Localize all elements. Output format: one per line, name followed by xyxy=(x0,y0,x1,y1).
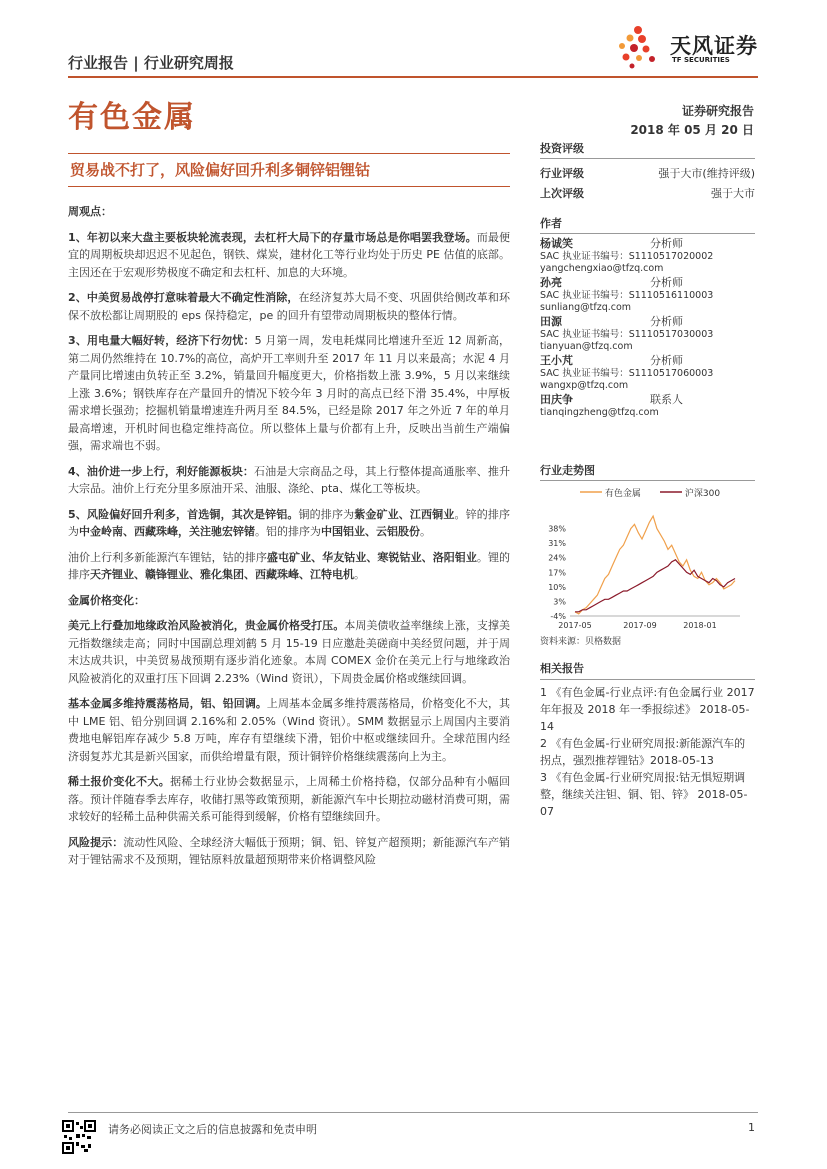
author-email[interactable]: wangxp@tfzq.com xyxy=(540,380,629,391)
logo-name-en: TF SECURITIES xyxy=(672,56,730,64)
section-heading: 金属价格变化： xyxy=(68,593,145,607)
footer-divider xyxy=(68,1112,758,1113)
paragraph-4: 4、油价进一步上行，利好能源板块：石油是大宗商品之母，其上行整体提高通胀率、推升大宗品。油价上行充分里多原油开采、油服、涤纶、pta、煤化工等板块。 xyxy=(68,464,510,495)
company-logo xyxy=(612,24,762,70)
y-tick-label: -4% xyxy=(550,612,566,621)
paragraph-6: 油价上行利多新能源汽车锂钴，钴的排序盛屯矿业、华友钴业、寒锐钴业、洛阳钼业。锂的排序天齐锂业、赣锋锂业、雅化集团、西藏珠峰、江特电机。 xyxy=(68,550,511,581)
x-tick-label: 2018-01 xyxy=(683,621,717,630)
paragraph-2: 2、中美贸易战停打意味着最大不确定性消除，在经济复苏大局不变、巩固供给侧改革和环保不放松都让周期股的 eps 保持稳定，pe 的回升有望带动周期板块的整体行情。 xyxy=(68,291,510,322)
legend-item: 沪深300 xyxy=(660,486,720,499)
related-heading: 相关报告 xyxy=(540,660,755,680)
disclaimer: 请务必阅读正文之后的信息披露和免责申明 xyxy=(108,1123,317,1136)
risk-warning: 风险提示：流动性风险、全球经济大幅低于预期；铜、铝、锌复产超预期；新能源汽车产销对于锂钴需求不及预期，锂钴原料放量超预期带来价格调整风险 xyxy=(68,835,511,866)
y-tick-label: 31% xyxy=(548,539,566,549)
paragraph-8: 基本金属多维持震荡格局，铝、铅回调。上周基本金属多维持震荡格局，价格变化不大，其中 LME 铝、铅分别回调 2.16%和 2.05%（Wind 资讯）。SMM 数据显示上周国内主要消费地电解铝库存减少 5.8 万吨，库存有望继续下滑，铝价中枢或继续回升。全球范围内经济弱复苏尤其是新兴国家，而供给增量有限，预计铜锌价格继续震荡向上为主。 xyxy=(68,697,510,763)
y-tick-label: 38% xyxy=(548,524,566,534)
chart-source: 资料来源：贝格数据 xyxy=(540,637,622,647)
author-entry: 田庆争 联系人 tianqingzheng@tfzq.com xyxy=(540,394,755,419)
logo-name: 天风证券 xyxy=(670,34,758,58)
paragraph-7: 美元上行叠加地缘政治风险被消化，贵金属价格受打压。本周美债收益率继续上涨，支撑美元指数继续走高；同时中国副总理刘鹤 5 月 15-19 日应邀赴美磋商中美经贸问题，并于周末达成共识，中美贸易战预期有逐步消化迹象。本周 COMEX 金价在美元上行与地缘政治风险被消化的双重打压下回调 2.23%（Wind 资讯），下周贵金属价格或继续回调。 xyxy=(68,619,510,685)
author-entry: 杨诚笑 分析师 SAC 执业证书编号：S1110517020002 yangchengxiao@tfzq.com xyxy=(540,238,755,275)
chart-heading: 行业走势图 xyxy=(540,462,755,481)
sidebar xyxy=(540,140,755,419)
legend-swatch-icon xyxy=(580,488,602,496)
y-tick-label: 24% xyxy=(548,553,566,563)
section-heading: 周观点： xyxy=(68,205,112,218)
logo-dots-icon xyxy=(612,24,664,70)
series-line-hs300 xyxy=(575,560,735,612)
paragraph-9: 稀土报价变化不大。据稀土行业协会数据显示，上周稀土价格持稳，仅部分品种有小幅回落。预计伴随春季去库存，收储打黑等政策预期，新能源汽车中长期拉动磁材消费可期，需求较好的轻稀土品种供需关系可能得到缓解，价格有望继续回升。 xyxy=(68,775,511,823)
y-tick-label: 10% xyxy=(548,582,566,592)
author-email[interactable]: sunliang@tfzq.com xyxy=(540,302,632,313)
y-tick-label: 17% xyxy=(548,568,566,578)
paragraph-1: 1、年初以来大盘主要板块轮流表现，去杠杆大局下的存量市场总是你唱罢我登场。而最便宜的周期板块却迟迟不见起色，钢铁、煤炭，建材化工等行业均处于历史 PE 估值的底部。主因还在于宏观形势极度不确定和去杠杆、加息的大环境。 xyxy=(68,230,511,279)
related-report-link[interactable]: 1 《有色金属-行业点评:有色金属行业 2017 年年报及 2018 年一季报综述》 2018-05-14 xyxy=(540,686,755,733)
author-email[interactable]: tianqingzheng@tfzq.com xyxy=(540,407,659,418)
authors-heading: 作者 xyxy=(540,215,755,234)
author-entry: 王小芃 分析师 SAC 执业证书编号：S1110517060003 wangxp@tfzq.com xyxy=(540,355,755,392)
report-body xyxy=(68,203,510,877)
author-entry: 孙亮 分析师 SAC 执业证书编号：S1110516110003 sunliang@tfzq.com xyxy=(540,277,755,314)
report-type: 行业报告 | 行业研究周报 xyxy=(68,54,234,72)
rating-heading: 投资评级 xyxy=(540,140,755,159)
author-entry: 田源 分析师 SAC 执业证书编号：S1110517030003 tianyuan@tfzq.com xyxy=(540,316,755,353)
industry-chart xyxy=(540,462,755,657)
page-number: 1 xyxy=(748,1121,755,1134)
line-chart xyxy=(540,506,755,636)
rating-row: 行业评级 强于大市(维持评级) xyxy=(540,167,755,180)
related-report-link[interactable]: 2 《有色金属-行业研究周报:新能源汽车的拐点，强烈推荐锂钴》2018-05-13 xyxy=(540,737,746,767)
qr-code-icon xyxy=(62,1120,96,1154)
related-reports xyxy=(540,660,755,820)
report-label: 证券研究报告 xyxy=(681,104,754,118)
related-report-link[interactable]: 3 《有色金属-行业研究周报:钴无惧短期调整，继续关注钽、铜、铝、锌》 2018-05-07 xyxy=(540,771,748,818)
x-tick-label: 2017-05 xyxy=(558,621,592,630)
legend-item: 有色金属 xyxy=(580,486,641,499)
legend-swatch-icon xyxy=(660,488,682,496)
x-tick-label: 2017-09 xyxy=(623,621,657,630)
header-divider xyxy=(68,76,758,78)
author-email[interactable]: yangchengxiao@tfzq.com xyxy=(540,263,664,274)
series-line-nonferrous xyxy=(575,516,735,614)
prev-rating-row: 上次评级 强于大市 xyxy=(540,187,755,200)
report-title: 贸易战不打了，风险偏好回升利多铜锌铝锂钴 xyxy=(68,153,510,187)
y-tick-label: 3% xyxy=(553,597,566,607)
paragraph-5: 5、风险偏好回升利多，首选铜，其次是锌铝。铜的排序为紫金矿业、江西铜业。锌的排序为中金岭南、西藏珠峰，关注驰宏锌锗。铝的排序为中国铝业、云铝股份。 xyxy=(68,507,511,538)
report-date: 2018 年 05 月 20 日 xyxy=(630,123,754,137)
sector-title: 有色金属 xyxy=(68,100,196,135)
author-email[interactable]: tianyuan@tfzq.com xyxy=(540,341,633,352)
paragraph-3: 3、用电量大幅好转，经济下行勿忧：5 月第一周，发电耗煤同比增速升至近 12 周新高，第二周仍然维持在 10.7%的高位，高炉开工率则升至 2017 年 11 月以来最高；水泥 4 月产量同比增速由负转正至 3.2%，销量回升幅度更大，价格指数上涨 3.9%，5 月以来继续上涨 3.6%；钢铁库存在产量回升的情况下较今年 3 月时的高点已经下滑 35.4%，中厚板需求增长强劲；挖掘机销量增速连升两月至 84.5%，已经是除 2017 年之外近 7 年的单月最高增速，开机时间也稳定维持高位。所以整体上量与价都有上升，反映出当前生产端偏强，需求端也不弱。 xyxy=(68,334,511,452)
